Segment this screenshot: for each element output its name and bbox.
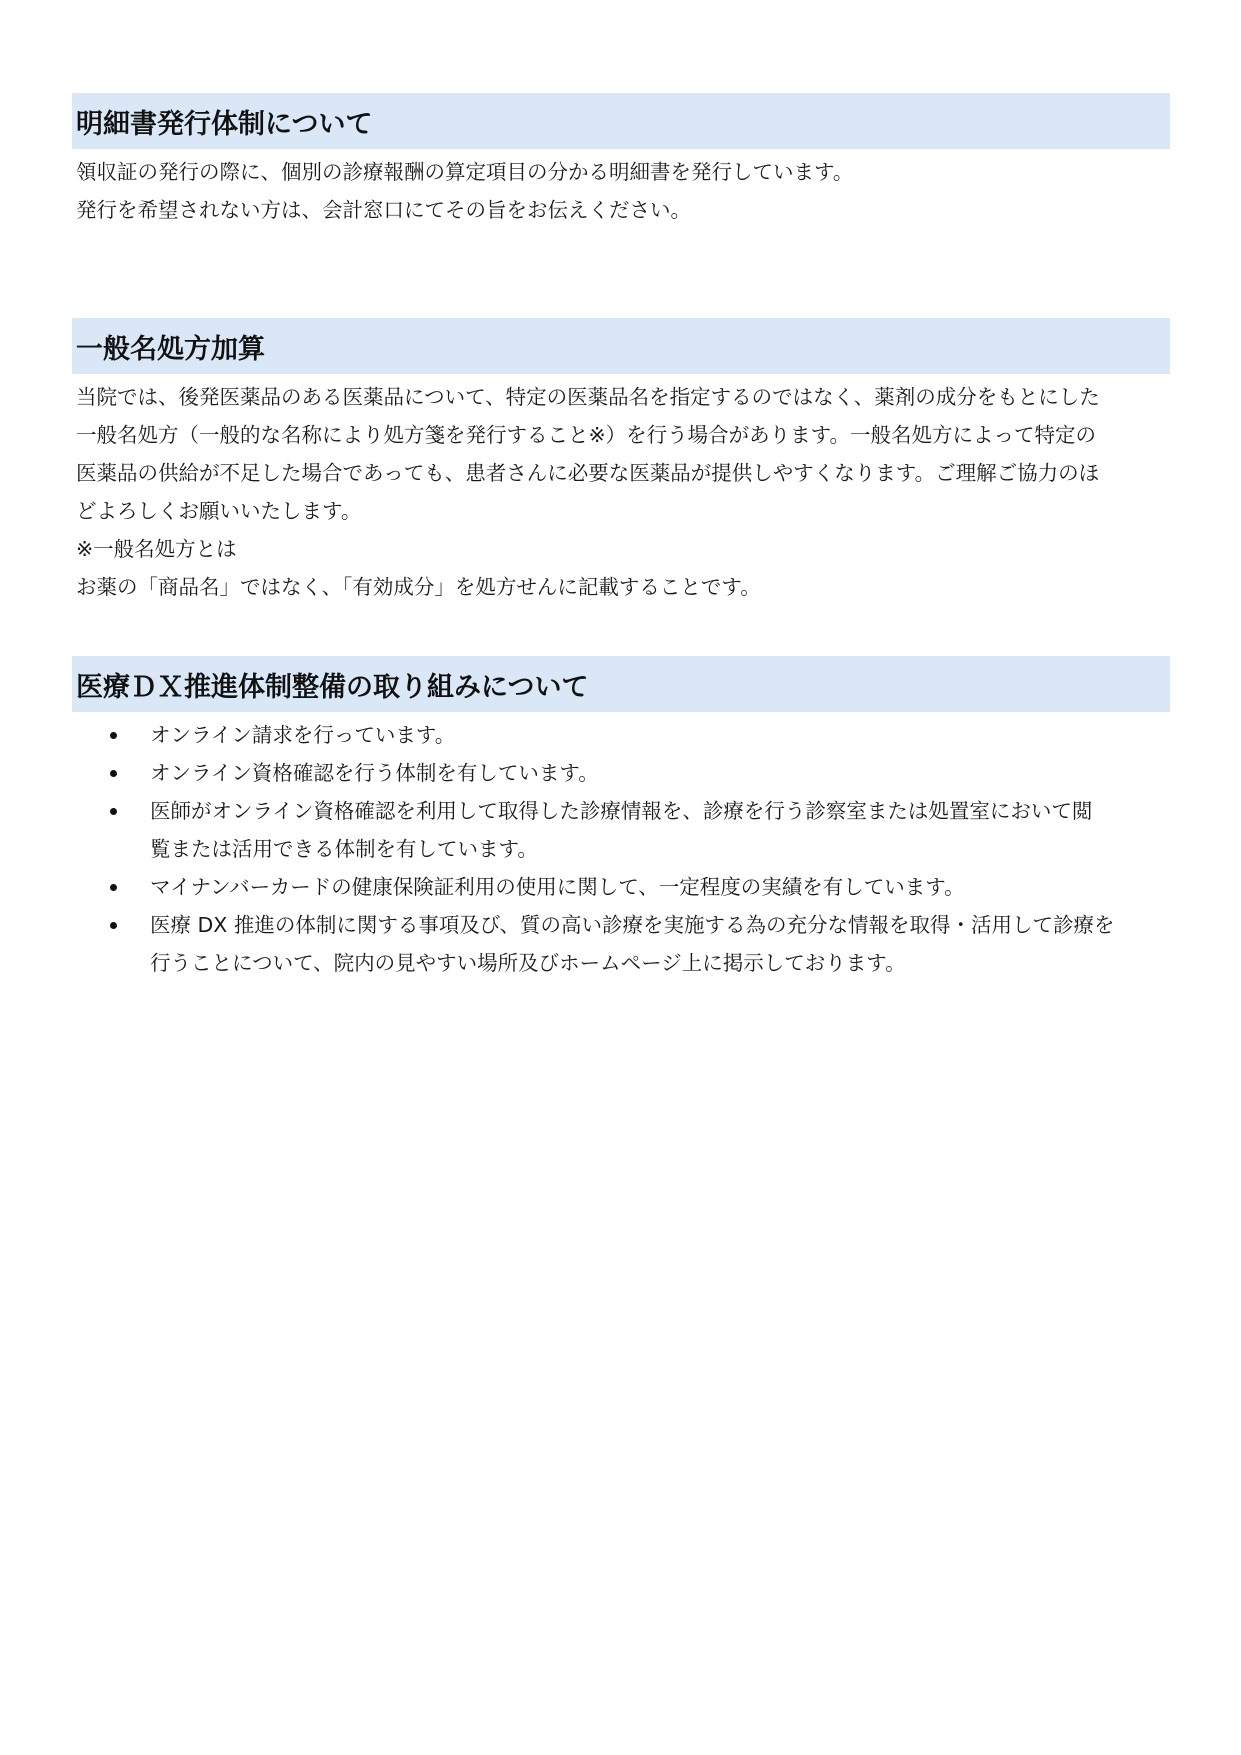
section-body <box>72 378 1170 606</box>
list-item <box>72 792 1170 868</box>
bullet-icon <box>110 770 117 777</box>
list-item-text: マイナンバーカードの健康保険証利用の使用に関して、一定程度の実績を有しています。 <box>150 875 965 899</box>
section-heading: 明細書発行体制について <box>72 93 1170 149</box>
section-body <box>72 716 1170 982</box>
list-item <box>72 754 1170 792</box>
section-medical-dx <box>72 656 1170 982</box>
list-item-text: 医師がオンライン資格確認を利用して取得した診療情報を、診療を行う診察室または処置室において閲 <box>150 799 1093 823</box>
list-item <box>72 868 1170 906</box>
list-item-text: 行うことについて、院内の見やすい場所及びホームページ上に掲示しております。 <box>150 951 906 975</box>
paragraph-line: ※一般名処方とは <box>76 537 237 561</box>
paragraph-line: 医薬品の供給が不足した場合であっても、患者さんに必要な医薬品が提供しやすくなります。ご理解ご協力のほ <box>76 461 1100 485</box>
bullet-icon <box>110 732 117 739</box>
paragraph-line: 一般名処方（一般的な名称により処方箋を発行すること※）を行う場合があります。一般名処方によって特定の <box>76 423 1097 447</box>
section-heading: 一般名処方加算 <box>72 318 1170 374</box>
list-item-text: オンライン請求を行っています。 <box>150 723 456 747</box>
list-item <box>72 906 1170 982</box>
list-item-text: 覧または活用できる体制を有しています。 <box>150 837 538 861</box>
list-item-text: 医療 DX 推進の体制に関する事項及び、質の高い診療を実施する為の充分な情報を取得・活用して診療を <box>150 913 1115 937</box>
section-statement-issuance <box>72 93 1170 229</box>
bullet-list <box>72 716 1170 982</box>
section-generic-prescription <box>72 318 1170 606</box>
list-item-text: オンライン資格確認を行う体制を有しています。 <box>150 761 599 785</box>
list-item <box>72 716 1170 754</box>
paragraph-line: 領収証の発行の際に、個別の診療報酬の算定項目の分かる明細書を発行しています。 <box>76 160 854 184</box>
section-heading: 医療ＤＸ推進体制整備の取り組みについて <box>72 656 1170 712</box>
bullet-icon <box>110 884 117 891</box>
bullet-icon <box>110 808 117 815</box>
paragraph-line: お薬の「商品名」ではなく、「有効成分」を処方せんに記載することです。 <box>76 575 761 599</box>
paragraph-line: 当院では、後発医薬品のある医薬品について、特定の医薬品名を指定するのではなく、薬剤の成分をもとにした <box>76 385 1100 409</box>
section-body <box>72 153 1170 229</box>
paragraph-line: 発行を希望されない方は、会計窓口にてその旨をお伝えください。 <box>76 198 691 222</box>
paragraph-line: どよろしくお願いいたします。 <box>76 499 362 523</box>
bullet-icon <box>110 922 117 929</box>
